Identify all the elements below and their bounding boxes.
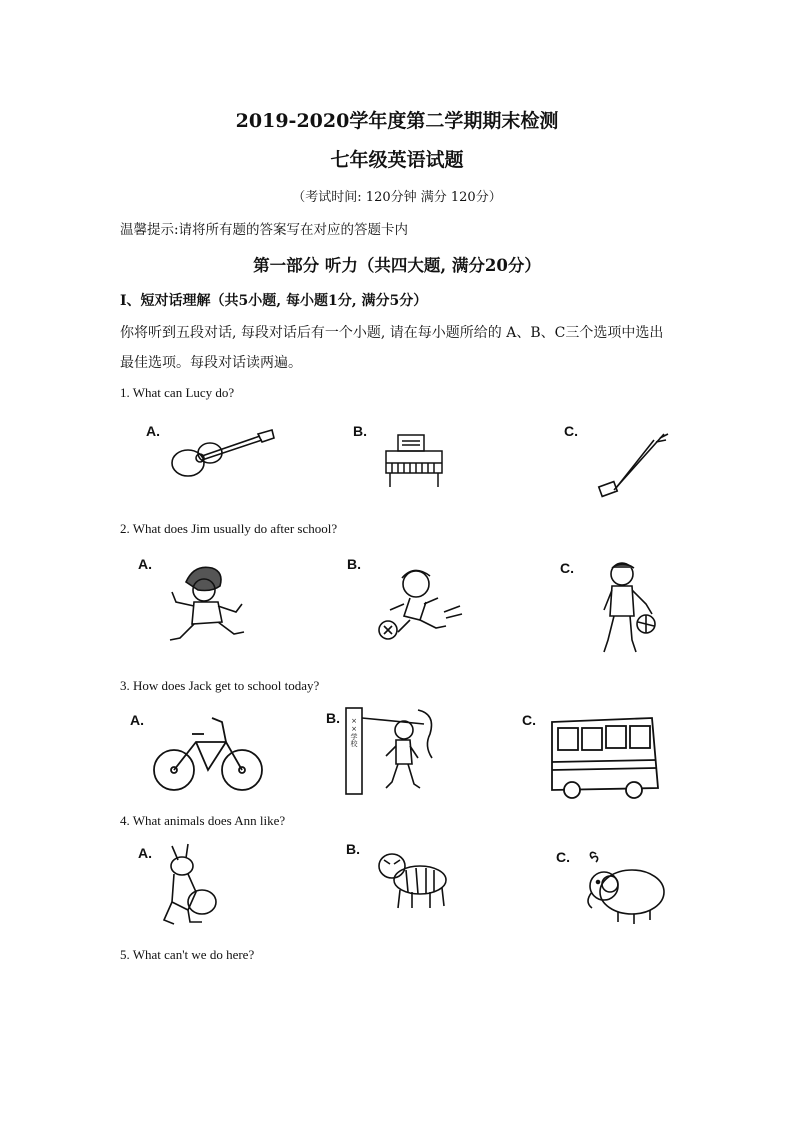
q4-option-c-label: C.: [556, 849, 570, 865]
walking-boy-icon: [340, 702, 440, 798]
q2-option-c-label: C.: [560, 560, 574, 576]
question-1: 1. What can Lucy do?: [120, 385, 235, 400]
question-2: 2. What does Jim usually do after school?: [120, 521, 338, 536]
kangaroo-icon: [160, 840, 224, 928]
q4-option-a-label: A.: [138, 845, 152, 861]
q4-option-b-label: B.: [346, 841, 360, 857]
exam-subtitle: 七年级英语试题: [330, 149, 464, 171]
bicycle-icon: [152, 712, 266, 796]
question-3: 3. How does Jack get to school today?: [120, 678, 320, 693]
elephant-icon: [582, 850, 670, 926]
basketball-boy-icon: [600, 560, 662, 660]
section1-title: Ⅰ、短对话理解（共5小题, 每小题1分, 满分5分）: [120, 293, 428, 309]
part1-title: 第一部分 听力（共四大题, 满分20分）: [253, 256, 541, 275]
question-5: 5. What can't we do here?: [120, 947, 255, 962]
q3-option-c-label: C.: [522, 712, 536, 728]
q2-option-a-label: A.: [138, 556, 152, 572]
question-4: 4. What animals does Ann like?: [120, 813, 286, 828]
piano-icon: [384, 433, 446, 491]
kungfu-boy-icon: [164, 562, 254, 646]
instruction-line-2: 最佳选项。每段对话读两遍。: [120, 355, 302, 371]
warm-tip: 温馨提示:请将所有题的答案写在对应的答题卡内: [120, 222, 409, 238]
exam-info: （考试时间: 120分钟 满分 120分）: [292, 190, 502, 205]
q1-option-c-label: C.: [564, 423, 578, 439]
tiger-icon: [376, 850, 450, 912]
q2-option-b-label: B.: [347, 556, 361, 572]
guitar-icon: [168, 428, 278, 488]
instruction-line-1: 你将听到五段对话, 每段对话后有一个小题, 请在每小题所给的 A、B、C三个选项中选出: [120, 325, 664, 341]
q1-option-a-label: A.: [146, 423, 160, 439]
erhu-icon: [594, 430, 674, 500]
exam-title: 2019-2020学年度第二学期期末检测: [235, 110, 559, 132]
school-gate-sign: ××学校: [350, 717, 358, 747]
q1-option-b-label: B.: [353, 423, 367, 439]
q3-option-b-label: B.: [326, 710, 340, 726]
q3-option-a-label: A.: [130, 712, 144, 728]
bus-icon: [548, 714, 662, 800]
soccer-boy-icon: [374, 562, 466, 642]
